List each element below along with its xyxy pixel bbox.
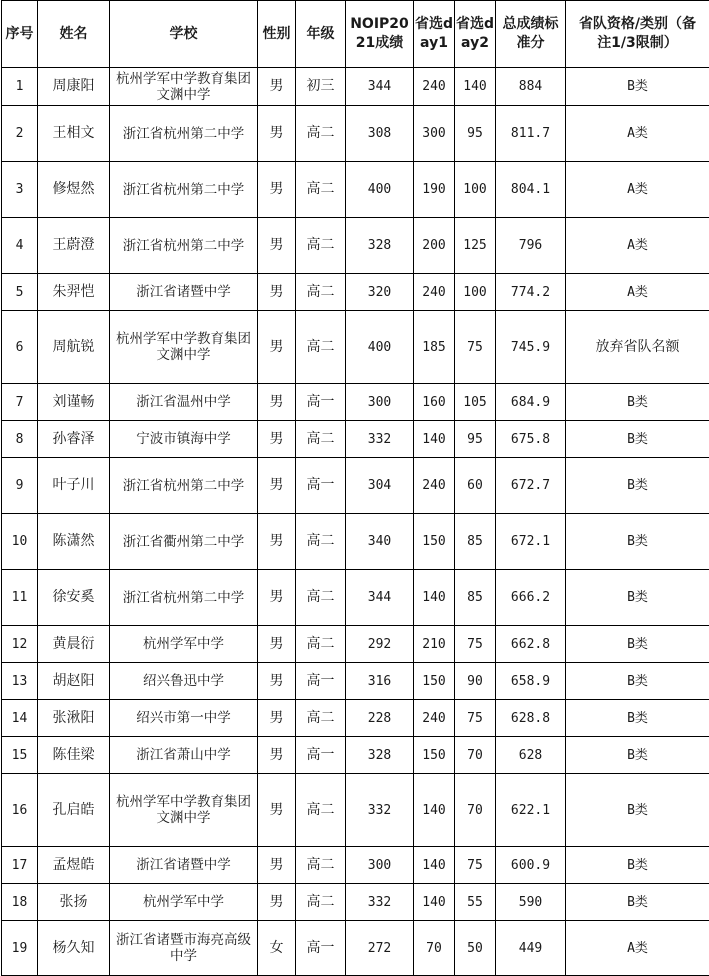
cell-total: 662.8 <box>496 626 566 663</box>
cell-idx: 7 <box>2 384 38 421</box>
cell-grade: 高二 <box>296 514 346 570</box>
table-row <box>2 311 709 384</box>
cell-qualification: B类 <box>566 737 709 774</box>
cell-school: 浙江省衢州第二中学 <box>110 514 258 570</box>
cell-idx: 17 <box>2 847 38 884</box>
cell-day1: 190 <box>414 162 455 218</box>
cell-day2: 95 <box>455 106 496 162</box>
cell-qualification: 放弃省队名额 <box>566 311 709 384</box>
cell-day1: 150 <box>414 514 455 570</box>
cell-qualification: B类 <box>566 570 709 626</box>
cell-idx: 16 <box>2 774 38 847</box>
cell-day2: 100 <box>455 162 496 218</box>
cell-school: 绍兴鲁迅中学 <box>110 663 258 700</box>
header-day1: 省选day1 <box>414 1 455 68</box>
cell-day1: 240 <box>414 68 455 106</box>
cell-day2: 125 <box>455 218 496 274</box>
cell-idx: 10 <box>2 514 38 570</box>
cell-grade: 高一 <box>296 737 346 774</box>
cell-noip: 308 <box>346 106 414 162</box>
cell-day1: 70 <box>414 921 455 976</box>
cell-day1: 140 <box>414 570 455 626</box>
cell-day2: 140 <box>455 68 496 106</box>
cell-noip: 344 <box>346 570 414 626</box>
table-row <box>2 737 709 774</box>
header-noip: NOIP2021成绩 <box>346 1 414 68</box>
cell-gender: 男 <box>258 106 296 162</box>
cell-gender: 男 <box>258 311 296 384</box>
table-row <box>2 458 709 514</box>
cell-total: 804.1 <box>496 162 566 218</box>
cell-idx: 13 <box>2 663 38 700</box>
cell-qualification: A类 <box>566 162 709 218</box>
cell-gender: 男 <box>258 458 296 514</box>
cell-total: 811.7 <box>496 106 566 162</box>
cell-day1: 200 <box>414 218 455 274</box>
cell-total: 600.9 <box>496 847 566 884</box>
cell-school: 杭州学军中学教育集团文渊中学 <box>110 774 258 847</box>
cell-noip: 292 <box>346 626 414 663</box>
cell-gender: 男 <box>258 514 296 570</box>
cell-total: 628 <box>496 737 566 774</box>
cell-school: 杭州学军中学教育集团文渊中学 <box>110 68 258 106</box>
table-row <box>2 384 709 421</box>
cell-total: 622.1 <box>496 774 566 847</box>
cell-gender: 男 <box>258 68 296 106</box>
cell-grade: 高二 <box>296 884 346 921</box>
table-row <box>2 570 709 626</box>
cell-total: 884 <box>496 68 566 106</box>
cell-qualification: B类 <box>566 774 709 847</box>
cell-day1: 150 <box>414 737 455 774</box>
cell-day1: 240 <box>414 274 455 311</box>
cell-noip: 332 <box>346 421 414 458</box>
cell-name: 刘谨畅 <box>38 384 110 421</box>
cell-noip: 228 <box>346 700 414 737</box>
cell-school: 杭州学军中学 <box>110 884 258 921</box>
cell-noip: 332 <box>346 774 414 847</box>
cell-school: 浙江省温州中学 <box>110 384 258 421</box>
header-total: 总成绩标准分 <box>496 1 566 68</box>
cell-school: 浙江省诸暨中学 <box>110 847 258 884</box>
table-row <box>2 884 709 921</box>
cell-school: 浙江省杭州第二中学 <box>110 162 258 218</box>
cell-idx: 19 <box>2 921 38 976</box>
cell-day1: 300 <box>414 106 455 162</box>
cell-noip: 400 <box>346 311 414 384</box>
cell-day2: 70 <box>455 774 496 847</box>
cell-name: 黄晨衍 <box>38 626 110 663</box>
cell-idx: 3 <box>2 162 38 218</box>
cell-gender: 男 <box>258 663 296 700</box>
cell-idx: 12 <box>2 626 38 663</box>
cell-name: 孔启皓 <box>38 774 110 847</box>
cell-grade: 高二 <box>296 162 346 218</box>
cell-gender: 男 <box>258 626 296 663</box>
cell-day2: 95 <box>455 421 496 458</box>
table-row <box>2 106 709 162</box>
cell-grade: 高二 <box>296 774 346 847</box>
cell-name: 孟煜皓 <box>38 847 110 884</box>
cell-grade: 高一 <box>296 663 346 700</box>
cell-total: 672.1 <box>496 514 566 570</box>
table-row <box>2 774 709 847</box>
cell-day1: 240 <box>414 700 455 737</box>
table-row <box>2 274 709 311</box>
cell-grade: 高一 <box>296 384 346 421</box>
cell-qualification: A类 <box>566 921 709 976</box>
cell-gender: 男 <box>258 774 296 847</box>
cell-noip: 272 <box>346 921 414 976</box>
cell-day2: 70 <box>455 737 496 774</box>
cell-qualification: B类 <box>566 458 709 514</box>
cell-day2: 100 <box>455 274 496 311</box>
cell-day2: 75 <box>455 626 496 663</box>
cell-day2: 90 <box>455 663 496 700</box>
cell-qualification: B类 <box>566 884 709 921</box>
cell-day1: 185 <box>414 311 455 384</box>
table-row <box>2 218 709 274</box>
header-row <box>2 1 709 68</box>
cell-day2: 75 <box>455 311 496 384</box>
cell-noip: 332 <box>346 884 414 921</box>
header-name: 姓名 <box>38 1 110 68</box>
cell-noip: 304 <box>346 458 414 514</box>
table-row <box>2 626 709 663</box>
cell-school: 宁波市镇海中学 <box>110 421 258 458</box>
cell-day2: 55 <box>455 884 496 921</box>
cell-grade: 高一 <box>296 921 346 976</box>
cell-total: 672.7 <box>496 458 566 514</box>
cell-day1: 140 <box>414 847 455 884</box>
cell-total: 590 <box>496 884 566 921</box>
cell-total: 684.9 <box>496 384 566 421</box>
cell-idx: 5 <box>2 274 38 311</box>
table-row <box>2 68 709 106</box>
cell-gender: 男 <box>258 737 296 774</box>
cell-noip: 344 <box>346 68 414 106</box>
table-row <box>2 663 709 700</box>
cell-qualification: B类 <box>566 514 709 570</box>
cell-qualification: B类 <box>566 384 709 421</box>
cell-qualification: A类 <box>566 218 709 274</box>
cell-idx: 4 <box>2 218 38 274</box>
cell-gender: 男 <box>258 570 296 626</box>
cell-name: 张湫阳 <box>38 700 110 737</box>
cell-name: 陈佳梁 <box>38 737 110 774</box>
cell-school: 浙江省萧山中学 <box>110 737 258 774</box>
cell-total: 666.2 <box>496 570 566 626</box>
cell-day2: 105 <box>455 384 496 421</box>
cell-day1: 140 <box>414 884 455 921</box>
cell-idx: 9 <box>2 458 38 514</box>
cell-grade: 高一 <box>296 458 346 514</box>
cell-grade: 高二 <box>296 847 346 884</box>
cell-day2: 85 <box>455 514 496 570</box>
cell-idx: 8 <box>2 421 38 458</box>
cell-day2: 85 <box>455 570 496 626</box>
cell-qualification: A类 <box>566 274 709 311</box>
cell-noip: 300 <box>346 384 414 421</box>
cell-idx: 15 <box>2 737 38 774</box>
cell-name: 徐安奚 <box>38 570 110 626</box>
header-day2: 省选day2 <box>455 1 496 68</box>
cell-qualification: B类 <box>566 626 709 663</box>
table-row <box>2 514 709 570</box>
cell-name: 孙睿泽 <box>38 421 110 458</box>
cell-gender: 女 <box>258 921 296 976</box>
cell-day1: 140 <box>414 421 455 458</box>
cell-day1: 210 <box>414 626 455 663</box>
cell-day1: 160 <box>414 384 455 421</box>
cell-grade: 高二 <box>296 311 346 384</box>
header-idx: 序号 <box>2 1 38 68</box>
cell-noip: 316 <box>346 663 414 700</box>
cell-name: 胡赵阳 <box>38 663 110 700</box>
cell-idx: 1 <box>2 68 38 106</box>
cell-gender: 男 <box>258 274 296 311</box>
cell-name: 朱羿恺 <box>38 274 110 311</box>
cell-school: 浙江省杭州第二中学 <box>110 218 258 274</box>
cell-noip: 300 <box>346 847 414 884</box>
cell-total: 675.8 <box>496 421 566 458</box>
cell-name: 陈潇然 <box>38 514 110 570</box>
cell-qualification: B类 <box>566 421 709 458</box>
cell-total: 796 <box>496 218 566 274</box>
header-school: 学校 <box>110 1 258 68</box>
cell-total: 628.8 <box>496 700 566 737</box>
cell-total: 658.9 <box>496 663 566 700</box>
cell-grade: 高二 <box>296 421 346 458</box>
cell-qualification: B类 <box>566 663 709 700</box>
results-table <box>1 0 709 976</box>
cell-name: 叶子川 <box>38 458 110 514</box>
cell-name: 杨久知 <box>38 921 110 976</box>
cell-gender: 男 <box>258 218 296 274</box>
table-row <box>2 700 709 737</box>
cell-idx: 18 <box>2 884 38 921</box>
cell-noip: 400 <box>346 162 414 218</box>
cell-qualification: B类 <box>566 68 709 106</box>
cell-grade: 初三 <box>296 68 346 106</box>
cell-school: 浙江省杭州第二中学 <box>110 106 258 162</box>
cell-qualification: B类 <box>566 700 709 737</box>
cell-day2: 50 <box>455 921 496 976</box>
cell-noip: 340 <box>346 514 414 570</box>
cell-name: 周康阳 <box>38 68 110 106</box>
cell-grade: 高二 <box>296 218 346 274</box>
cell-name: 周航锐 <box>38 311 110 384</box>
cell-total: 449 <box>496 921 566 976</box>
cell-day2: 60 <box>455 458 496 514</box>
cell-grade: 高二 <box>296 626 346 663</box>
cell-name: 张扬 <box>38 884 110 921</box>
cell-day1: 150 <box>414 663 455 700</box>
header-gender: 性别 <box>258 1 296 68</box>
table-row <box>2 162 709 218</box>
cell-grade: 高二 <box>296 274 346 311</box>
cell-qualification: A类 <box>566 106 709 162</box>
cell-idx: 11 <box>2 570 38 626</box>
cell-noip: 320 <box>346 274 414 311</box>
cell-idx: 2 <box>2 106 38 162</box>
cell-noip: 328 <box>346 737 414 774</box>
cell-gender: 男 <box>258 162 296 218</box>
cell-total: 745.9 <box>496 311 566 384</box>
cell-gender: 男 <box>258 700 296 737</box>
cell-school: 杭州学军中学教育集团文渊中学 <box>110 311 258 384</box>
cell-idx: 6 <box>2 311 38 384</box>
cell-name: 王蔚澄 <box>38 218 110 274</box>
table-row <box>2 847 709 884</box>
cell-day2: 75 <box>455 847 496 884</box>
cell-day1: 140 <box>414 774 455 847</box>
cell-gender: 男 <box>258 884 296 921</box>
cell-idx: 14 <box>2 700 38 737</box>
cell-day2: 75 <box>455 700 496 737</box>
table-row <box>2 421 709 458</box>
cell-day1: 240 <box>414 458 455 514</box>
cell-school: 杭州学军中学 <box>110 626 258 663</box>
cell-grade: 高二 <box>296 106 346 162</box>
table-row <box>2 921 709 976</box>
cell-name: 王相文 <box>38 106 110 162</box>
cell-gender: 男 <box>258 847 296 884</box>
cell-school: 浙江省杭州第二中学 <box>110 570 258 626</box>
cell-total: 774.2 <box>496 274 566 311</box>
cell-grade: 高二 <box>296 570 346 626</box>
cell-school: 绍兴市第一中学 <box>110 700 258 737</box>
cell-name: 修煜然 <box>38 162 110 218</box>
cell-gender: 男 <box>258 384 296 421</box>
cell-school: 浙江省诸暨中学 <box>110 274 258 311</box>
cell-qualification: B类 <box>566 847 709 884</box>
cell-noip: 328 <box>346 218 414 274</box>
header-grade: 年级 <box>296 1 346 68</box>
cell-school: 浙江省诸暨市海亮高级中学 <box>110 921 258 976</box>
cell-school: 浙江省杭州第二中学 <box>110 458 258 514</box>
header-qualification: 省队资格/类别（备注1/3限制） <box>566 1 709 68</box>
cell-grade: 高二 <box>296 700 346 737</box>
cell-gender: 男 <box>258 421 296 458</box>
